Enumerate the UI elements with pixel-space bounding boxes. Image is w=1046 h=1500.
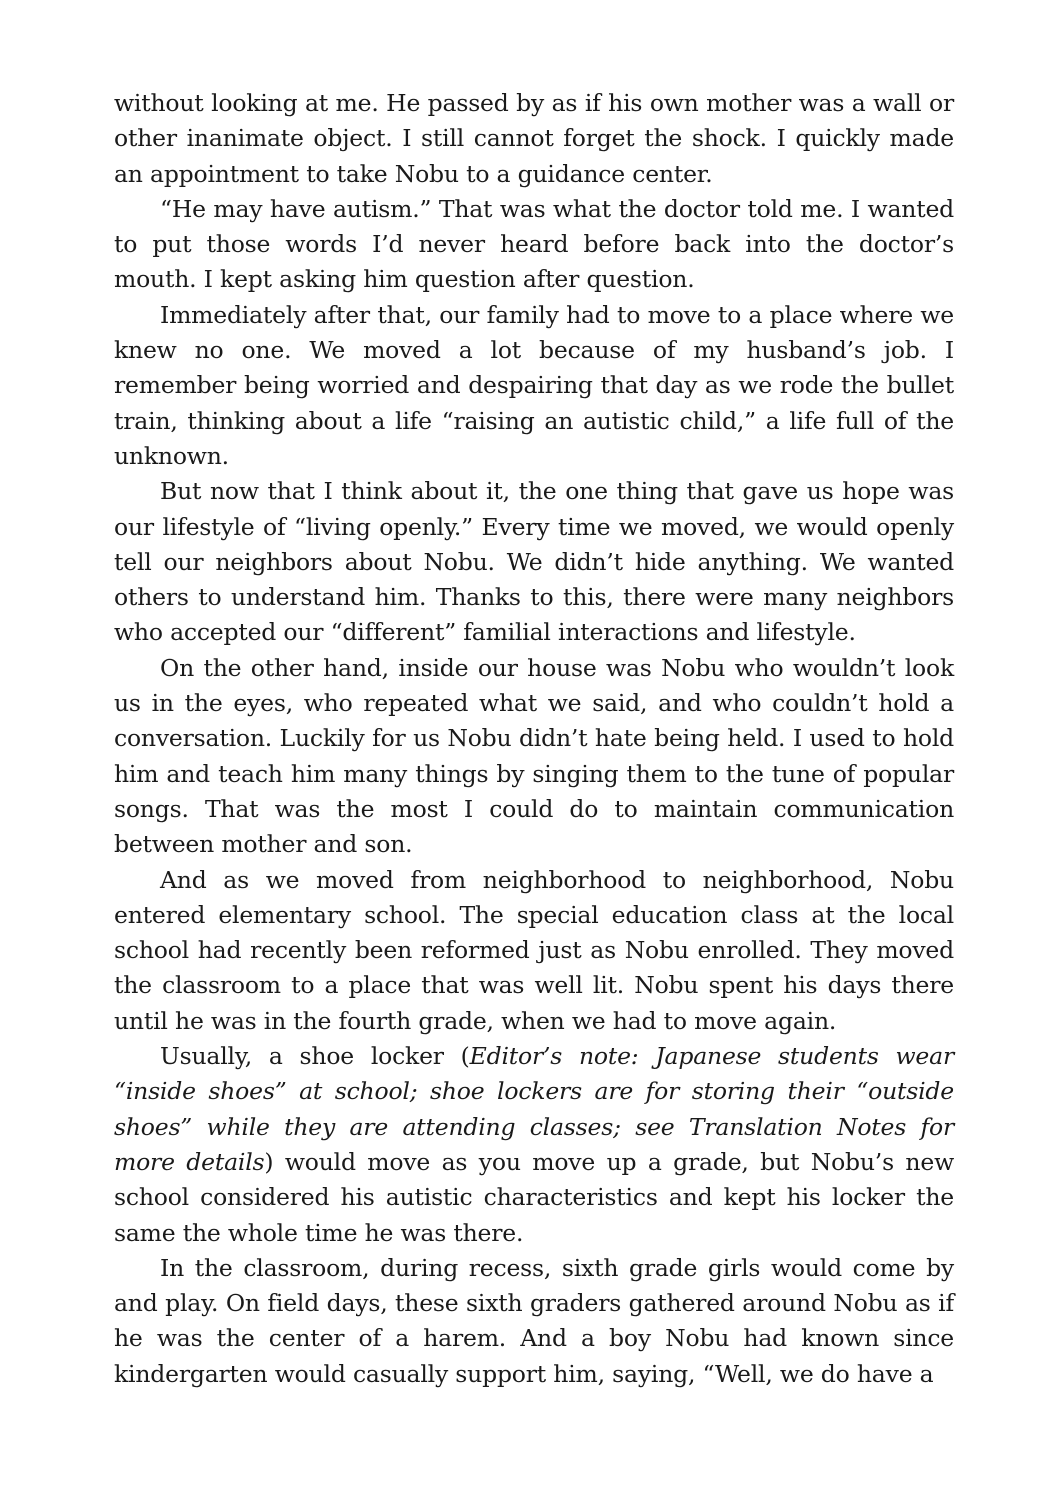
paragraph-moving: Immediately after that, our family had to move to a place where we knew no one. We moved a lot because of my husband’s job. I remember being worried and despairing that day as we rode the bullet train, thinking about a life “raising an autistic child,” a life full of the unknown. [114, 300, 954, 470]
paragraph-continued: without looking at me. He passed by as if his own mother was a wall or other inanimate object. I still cannot forget the shock. I quickly made an appointment to take Nobu to a guidance center. [114, 89, 954, 188]
body-text [114, 86, 954, 1392]
editors-note: Editor’s note: Japanese students wear “inside shoes” at school; shoe lockers are for storing their “outside shoes” while they are attending classes; see Translation Notes for more details [114, 1042, 954, 1176]
paragraph-elementary-school: And as we moved from neighborhood to neighborhood, Nobu entered elementary school. The special education class at the local school had recently been reformed just as Nobu enrolled. They moved the classroom to a place that was well lit. Nobu spent his days there until he was in the fourth grade, when we had to move again. [114, 865, 954, 1035]
paragraph-recess: In the classroom, during recess, sixth grade girls would come by and play. On field days, these sixth graders gathered around Nobu as if he was the center of a harem. And a boy Nobu had known since kindergarten would casually support him, saying, “Well, we do have a [114, 1253, 954, 1388]
shoe-locker-text-end: ) would move as you move up a grade, but Nobu’s new school considered his autistic characteristics and kept his locker the same the whole time he was there. [114, 1147, 954, 1247]
paragraph-diagnosis: “He may have autism.” That was what the doctor told me. I wanted to put those words I’d never heard before back into the doctor’s mouth. I kept asking him question after question. [114, 194, 954, 294]
paragraph-shoe-locker [114, 1039, 954, 1251]
paragraph-living-openly: But now that I think about it, the one thing that gave us hope was our lifestyle of “living openly.” Every time we moved, we would openly tell our neighbors about Nobu. We didn’t hide anything. We wanted others to understand him. Thanks to this, there were many neighbors who accepted our “different” familial interactions and lifestyle. [114, 477, 954, 647]
shoe-locker-text-start: Usually, a shoe locker ( [160, 1042, 470, 1071]
paragraph-at-home: On the other hand, inside our house was Nobu who wouldn’t look us in the eyes, who repeated what we said, and who couldn’t hold a conversation. Luckily for us Nobu didn’t hate being held. I used to hold him and teach him many things by singing them to the tune of popular songs. That was the most I could do to maintain communication between mother and son. [114, 653, 954, 859]
